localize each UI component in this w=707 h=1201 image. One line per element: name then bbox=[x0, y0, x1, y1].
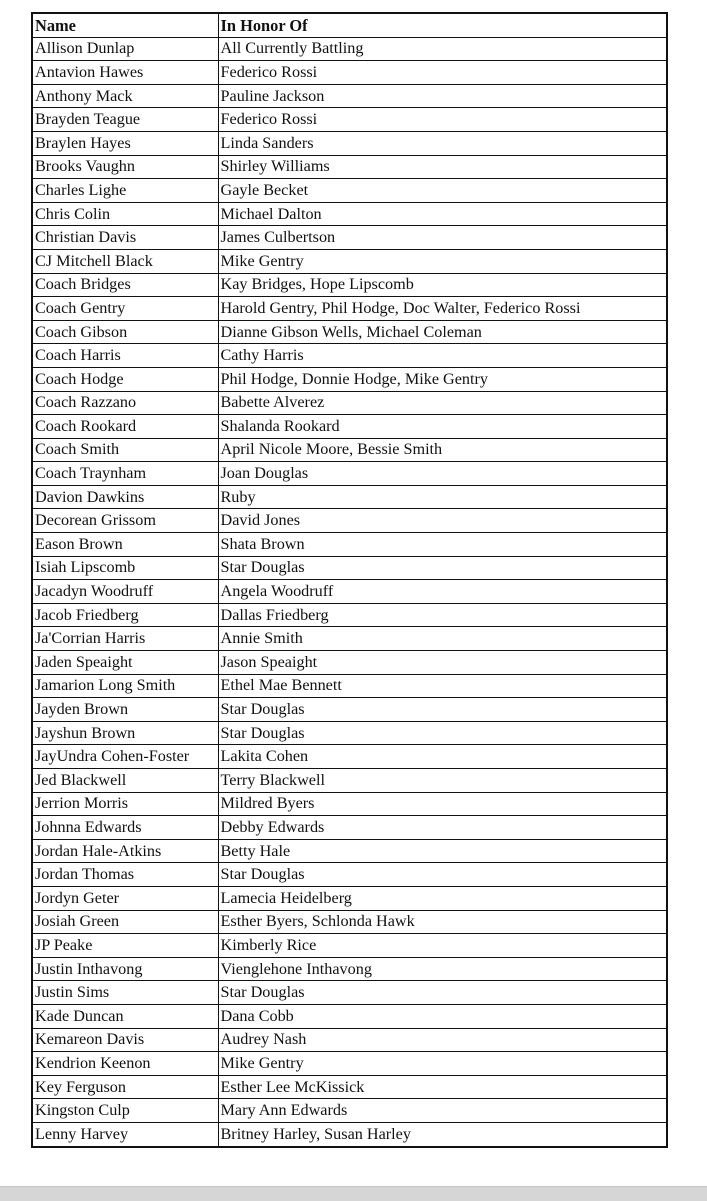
honor-cell: Harold Gentry, Phil Hodge, Doc Walter, Federico Rossi bbox=[218, 297, 667, 321]
name-cell: Eason Brown bbox=[32, 533, 218, 557]
name-cell: Key Ferguson bbox=[32, 1075, 218, 1099]
name-cell: Jamarion Long Smith bbox=[32, 674, 218, 698]
honor-cell: Lakita Cohen bbox=[218, 745, 667, 769]
table-row bbox=[32, 792, 667, 816]
name-cell: Coach Harris bbox=[32, 344, 218, 368]
table-row bbox=[32, 344, 667, 368]
honor-cell: Shalanda Rookard bbox=[218, 415, 667, 439]
honor-cell: Betty Hale bbox=[218, 839, 667, 863]
honor-cell: April Nicole Moore, Bessie Smith bbox=[218, 438, 667, 462]
table-row bbox=[32, 249, 667, 273]
name-cell: Kemareon Davis bbox=[32, 1028, 218, 1052]
name-cell: JayUndra Cohen-Foster bbox=[32, 745, 218, 769]
honor-cell: Britney Harley, Susan Harley bbox=[218, 1122, 667, 1146]
table-row bbox=[32, 556, 667, 580]
table-row bbox=[32, 698, 667, 722]
name-cell: Coach Gentry bbox=[32, 297, 218, 321]
honor-cell: Star Douglas bbox=[218, 863, 667, 887]
honor-cell: Mildred Byers bbox=[218, 792, 667, 816]
honor-cell: Mike Gentry bbox=[218, 1052, 667, 1076]
honor-cell: Michael Dalton bbox=[218, 202, 667, 226]
name-cell: Antavion Hawes bbox=[32, 61, 218, 85]
honor-table bbox=[31, 12, 668, 1148]
honor-cell: Esther Byers, Schlonda Hawk bbox=[218, 910, 667, 934]
honor-cell: Kimberly Rice bbox=[218, 934, 667, 958]
honor-cell: Pauline Jackson bbox=[218, 84, 667, 108]
name-cell: Allison Dunlap bbox=[32, 37, 218, 61]
name-cell: Decorean Grissom bbox=[32, 509, 218, 533]
name-cell: Jordan Thomas bbox=[32, 863, 218, 887]
name-cell: Coach Razzano bbox=[32, 391, 218, 415]
honor-cell: Star Douglas bbox=[218, 981, 667, 1005]
table-row bbox=[32, 297, 667, 321]
name-cell: Jed Blackwell bbox=[32, 769, 218, 793]
name-cell: Justin Sims bbox=[32, 981, 218, 1005]
honor-cell: Ruby bbox=[218, 485, 667, 509]
table-row bbox=[32, 745, 667, 769]
table-row bbox=[32, 179, 667, 203]
name-cell: Jerrion Morris bbox=[32, 792, 218, 816]
honor-cell: Debby Edwards bbox=[218, 816, 667, 840]
honor-cell: Angela Woodruff bbox=[218, 580, 667, 604]
table-row bbox=[32, 1028, 667, 1052]
honor-cell: Cathy Harris bbox=[218, 344, 667, 368]
honor-cell: Phil Hodge, Donnie Hodge, Mike Gentry bbox=[218, 367, 667, 391]
name-cell: Jayden Brown bbox=[32, 698, 218, 722]
table-row bbox=[32, 1004, 667, 1028]
table-row bbox=[32, 533, 667, 557]
table-row bbox=[32, 886, 667, 910]
honor-cell: Star Douglas bbox=[218, 721, 667, 745]
table-row bbox=[32, 320, 667, 344]
honor-cell: Dallas Friedberg bbox=[218, 603, 667, 627]
name-cell: Justin Inthavong bbox=[32, 957, 218, 981]
table-row bbox=[32, 462, 667, 486]
table-row bbox=[32, 415, 667, 439]
table-row bbox=[32, 957, 667, 981]
honor-cell: Babette Alverez bbox=[218, 391, 667, 415]
honor-cell: Ethel Mae Bennett bbox=[218, 674, 667, 698]
table-row bbox=[32, 839, 667, 863]
name-cell: Brayden Teague bbox=[32, 108, 218, 132]
name-cell: Josiah Green bbox=[32, 910, 218, 934]
table-row bbox=[32, 981, 667, 1005]
name-cell: Isiah Lipscomb bbox=[32, 556, 218, 580]
honor-cell: Star Douglas bbox=[218, 556, 667, 580]
table-row bbox=[32, 580, 667, 604]
table-body bbox=[32, 37, 667, 1146]
name-cell: Charles Lighe bbox=[32, 179, 218, 203]
name-cell: Kendrion Keenon bbox=[32, 1052, 218, 1076]
name-cell: Jordyn Geter bbox=[32, 886, 218, 910]
honor-cell: Lamecia Heidelberg bbox=[218, 886, 667, 910]
name-cell: Jayshun Brown bbox=[32, 721, 218, 745]
name-cell: Chris Colin bbox=[32, 202, 218, 226]
table-row bbox=[32, 155, 667, 179]
honor-cell: Jason Speaight bbox=[218, 651, 667, 675]
honor-cell: Mary Ann Edwards bbox=[218, 1099, 667, 1123]
honor-cell: Kay Bridges, Hope Lipscomb bbox=[218, 273, 667, 297]
honor-cell: James Culbertson bbox=[218, 226, 667, 250]
name-cell: Johnna Edwards bbox=[32, 816, 218, 840]
honor-cell: Joan Douglas bbox=[218, 462, 667, 486]
name-cell: Kingston Culp bbox=[32, 1099, 218, 1123]
honor-cell: Linda Sanders bbox=[218, 131, 667, 155]
honor-cell: Dana Cobb bbox=[218, 1004, 667, 1028]
honor-cell: Shirley Williams bbox=[218, 155, 667, 179]
name-cell: JP Peake bbox=[32, 934, 218, 958]
table-row bbox=[32, 391, 667, 415]
table-header-row bbox=[32, 13, 667, 37]
table-row bbox=[32, 651, 667, 675]
table-row bbox=[32, 910, 667, 934]
name-cell: Coach Rookard bbox=[32, 415, 218, 439]
name-cell: Kade Duncan bbox=[32, 1004, 218, 1028]
honor-cell: All Currently Battling bbox=[218, 37, 667, 61]
table-row bbox=[32, 84, 667, 108]
table-row bbox=[32, 1099, 667, 1123]
name-cell: Ja'Corrian Harris bbox=[32, 627, 218, 651]
name-cell: Jordan Hale-Atkins bbox=[32, 839, 218, 863]
table-row bbox=[32, 721, 667, 745]
name-cell: Coach Smith bbox=[32, 438, 218, 462]
table-row bbox=[32, 863, 667, 887]
name-cell: Braylen Hayes bbox=[32, 131, 218, 155]
table-row bbox=[32, 603, 667, 627]
table-row bbox=[32, 934, 667, 958]
name-cell: Brooks Vaughn bbox=[32, 155, 218, 179]
table-row bbox=[32, 509, 667, 533]
name-cell: Coach Hodge bbox=[32, 367, 218, 391]
table-row bbox=[32, 769, 667, 793]
honor-cell: David Jones bbox=[218, 509, 667, 533]
honor-cell: Mike Gentry bbox=[218, 249, 667, 273]
table-row bbox=[32, 37, 667, 61]
table-row bbox=[32, 273, 667, 297]
name-cell: Christian Davis bbox=[32, 226, 218, 250]
table-row bbox=[32, 108, 667, 132]
table-row bbox=[32, 367, 667, 391]
table-row bbox=[32, 1052, 667, 1076]
table-row bbox=[32, 1122, 667, 1146]
table-row bbox=[32, 202, 667, 226]
table-row bbox=[32, 131, 667, 155]
table-row bbox=[32, 1075, 667, 1099]
name-cell: Lenny Harvey bbox=[32, 1122, 218, 1146]
honor-cell: Gayle Becket bbox=[218, 179, 667, 203]
name-cell: Coach Traynham bbox=[32, 462, 218, 486]
name-cell: Coach Gibson bbox=[32, 320, 218, 344]
honor-cell: Federico Rossi bbox=[218, 108, 667, 132]
table-row bbox=[32, 485, 667, 509]
honor-cell: Shata Brown bbox=[218, 533, 667, 557]
honor-cell: Federico Rossi bbox=[218, 61, 667, 85]
bottom-edge-bar bbox=[0, 1186, 707, 1201]
name-cell: Anthony Mack bbox=[32, 84, 218, 108]
honor-cell: Dianne Gibson Wells, Michael Coleman bbox=[218, 320, 667, 344]
name-cell: Coach Bridges bbox=[32, 273, 218, 297]
name-cell: CJ Mitchell Black bbox=[32, 249, 218, 273]
name-cell: Jacadyn Woodruff bbox=[32, 580, 218, 604]
honor-cell: Vienglehone Inthavong bbox=[218, 957, 667, 981]
honor-cell: Star Douglas bbox=[218, 698, 667, 722]
column-header-name: Name bbox=[32, 13, 218, 37]
table-row bbox=[32, 438, 667, 462]
table-row bbox=[32, 816, 667, 840]
table-row bbox=[32, 627, 667, 651]
table-row bbox=[32, 674, 667, 698]
honor-cell: Audrey Nash bbox=[218, 1028, 667, 1052]
name-cell: Davion Dawkins bbox=[32, 485, 218, 509]
column-header-in-honor-of: In Honor Of bbox=[218, 13, 667, 37]
honor-cell: Terry Blackwell bbox=[218, 769, 667, 793]
table-row bbox=[32, 226, 667, 250]
honor-cell: Esther Lee McKissick bbox=[218, 1075, 667, 1099]
table-row bbox=[32, 61, 667, 85]
honor-cell: Annie Smith bbox=[218, 627, 667, 651]
name-cell: Jacob Friedberg bbox=[32, 603, 218, 627]
name-cell: Jaden Speaight bbox=[32, 651, 218, 675]
